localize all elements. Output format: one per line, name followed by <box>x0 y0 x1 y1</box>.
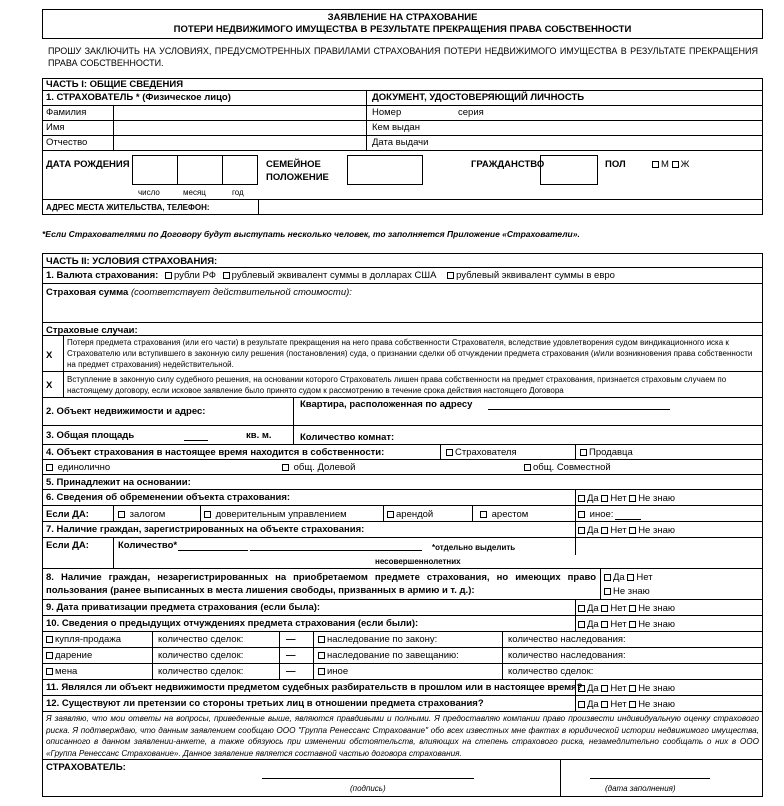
q3-label: 3. Общая площадь <box>46 430 135 441</box>
q7-yes-checkbox[interactable] <box>578 527 585 534</box>
q7-no-checkbox[interactable] <box>601 527 608 534</box>
q3-unit: кв. м. <box>246 430 272 441</box>
signature-caption: (подпись) <box>350 784 386 793</box>
q10-yes-checkbox[interactable] <box>578 621 585 628</box>
q4-shared-option[interactable]: общ. Долевой <box>282 462 355 473</box>
q6-dunno-checkbox[interactable] <box>629 495 636 502</box>
form-subtitle: ПОТЕРИ НЕДВИЖИМОГО ИМУЩЕСТВА В РЕЗУЛЬТАТЕ ПРЕКРАЩЕНИЯ ПРАВА СОБСТВЕННОСТИ <box>173 24 632 35</box>
q10-no-checkbox[interactable] <box>601 621 608 628</box>
q9-label: 9. Дата приватизации предмета страхования (если была): <box>46 602 321 613</box>
q6-no-checkbox[interactable] <box>601 495 608 502</box>
form-title: ЗАЯВЛЕНИЕ НА СТРАХОВАНИЕ <box>327 12 478 23</box>
q8-no-checkbox[interactable] <box>627 574 634 581</box>
q6-arrest-option[interactable]: арестом <box>480 509 528 520</box>
q4-joint-option[interactable]: общ. Совместной <box>524 462 611 473</box>
q10-sale-deals: количество сделок: <box>158 634 244 645</box>
q6-pledge-checkbox[interactable] <box>118 511 125 518</box>
q9-yes-checkbox[interactable] <box>578 605 585 612</box>
q10-gift-option[interactable]: дарение <box>46 650 92 661</box>
sex-label: ПОЛ <box>605 159 626 170</box>
part2-title: ЧАСТЬ II: УСЛОВИЯ СТРАХОВАНИЯ: <box>46 256 218 267</box>
address-label: АДРЕС МЕСТА ЖИТЕЛЬСТВА, ТЕЛЕФОН: <box>46 203 210 212</box>
year-caption: год <box>232 188 244 197</box>
q6-pledge-option[interactable]: залогом <box>118 509 165 520</box>
q10-sale-option[interactable]: купля-продажа <box>46 634 121 645</box>
q7-answers[interactable]: Да Нет Не знаю <box>578 525 675 536</box>
q10-gift-deals: количество сделок: <box>158 650 244 661</box>
q10-exchange-deals: количество сделок: <box>158 666 244 677</box>
doc-issue-date-label: Дата выдачи <box>372 137 429 148</box>
declaration-text: Я заявляю, что мои ответы на вопросы, приведенные выше, являются правдивыми и полными. Я предоставляю компании право произвести индивидуальную оценку страхового риска. Я подтверждаю, что данным заявлением сообщаю ООО "Группа Ренессанс Страхование" обо всех известных мне фактах в юридической истории недвижимого имущества, описанного в данном заявлении-анкете, а также обязуюсь при изменении обстоятельств, влияющих на степень страхового риска, незамедлительно сообщать о них в ООО «Группа Ренессанс Страхование». Данное заявление является составной частью договора страхования. <box>46 714 759 758</box>
q10-gift-checkbox[interactable] <box>46 652 53 659</box>
q10-exchange-option[interactable]: мена <box>46 666 77 677</box>
marital-label-2: ПОЛОЖЕНИЕ <box>266 172 329 183</box>
q11-yes-checkbox[interactable] <box>578 685 585 692</box>
q8-dunno-checkbox[interactable] <box>604 588 611 595</box>
q7-qty-label: Количество* <box>118 540 178 551</box>
q3-rooms-label: Количество комнат: <box>300 432 395 443</box>
q10-other-option[interactable]: иное <box>318 666 348 677</box>
q6-rent-option[interactable]: арендой <box>387 509 433 520</box>
case2-mark[interactable]: X <box>46 380 53 391</box>
case1-mark[interactable]: X <box>46 350 53 361</box>
patronymic-label: Отчество <box>46 137 88 148</box>
q6-arrest-checkbox[interactable] <box>480 511 487 518</box>
q4-insurer-checkbox[interactable] <box>446 449 453 456</box>
q6-answers[interactable]: Да Нет Не знаю <box>578 493 675 504</box>
marital-field[interactable] <box>347 155 423 185</box>
form-intro: ПРОШУ ЗАКЛЮЧИТЬ НА УСЛОВИЯХ, ПРЕДУСМОТРЕННЫХ ПРАВИЛАМИ СТРАХОВАНИЯ ПОТЕРИ НЕДВИЖИМОГО ИМУЩЕСТВА В РЕЗУЛЬТАТЕ ПРЕКРАЩЕНИЯ ПРАВА СОБСТВЕННОСТИ. <box>48 46 758 68</box>
part1-title: ЧАСТЬ I: ОБЩИЕ СВЕДЕНИЯ <box>46 79 184 90</box>
q10-exchange-checkbox[interactable] <box>46 668 53 675</box>
q12-label: 12. Существуют ли претензии со стороны третьих лиц в отношении предмета страхования? <box>46 698 484 709</box>
q8-label: 8. Наличие граждан, незарегистрированных на приобретаемом предмете страхования, но имеющих право пользования (ранее выписанных в места лишения свободы, призванных в армию и т. д.): <box>46 572 596 596</box>
q9-no-checkbox[interactable] <box>601 605 608 612</box>
q12-dunno-checkbox[interactable] <box>629 701 636 708</box>
insurer-label: 1. СТРАХОВАТЕЛЬ * (Физическое лицо) <box>46 92 231 103</box>
q11-label: 11. Являлся ли объект недвижимости предметом судебных разбирательств в прошлом или в настоящее время? <box>46 682 583 693</box>
q4-shared-checkbox[interactable] <box>282 464 289 471</box>
cases-label: Страховые случаи: <box>46 325 138 336</box>
q4-seller-option[interactable]: Продавца <box>580 447 633 458</box>
signature-line[interactable] <box>262 778 474 779</box>
q4-label: 4. Объект страхования в настоящее время находится в собственности: <box>46 447 385 458</box>
q6-label: 6. Сведения об обременении объекта страхования: <box>46 492 291 503</box>
q6-other-line[interactable] <box>615 519 641 520</box>
citizenship-label: ГРАЖДАНСТВО <box>471 159 545 170</box>
q7-qty-line-2[interactable] <box>250 550 422 551</box>
q6-yes-checkbox[interactable] <box>578 495 585 502</box>
q4-sole-option[interactable]: единолично <box>46 462 110 473</box>
cur-rub-checkbox[interactable] <box>165 272 172 279</box>
day-caption: число <box>138 188 160 197</box>
doc-series-label: серия <box>458 107 484 118</box>
male-checkbox[interactable] <box>652 161 659 168</box>
q10-exchange-dash[interactable]: — <box>286 666 296 677</box>
q12-no-checkbox[interactable] <box>601 701 608 708</box>
case1-text: Потеря предмета страхования (или его части) в результате прекращения на него права собственности Страхователя, вследствие удовлетворения судом виндикационного иска к Страхователю или вступившего в законную силу решения (постановления) суда, о признании сделки об отчуждении предмета страхования (и/или возникновения права собственности на предмет страхования) недействительной. <box>67 338 753 369</box>
q10-sale-dash[interactable]: — <box>286 634 296 645</box>
currency-row: 1. Валюта страхования: рубли РФ рублевый эквивалент суммы в долларах США рублевый эквивалент суммы в евро <box>46 270 615 281</box>
q6-trust-checkbox[interactable] <box>204 511 211 518</box>
q11-answers[interactable]: Да Нет Не знаю <box>578 683 675 694</box>
cur-eur-checkbox[interactable] <box>447 272 454 279</box>
q6-rent-checkbox[interactable] <box>387 511 394 518</box>
q10-inh-count-1: количество наследования: <box>508 634 626 645</box>
doc-number-label: Номер <box>372 107 402 118</box>
birth-date-label: ДАТА РОЖДЕНИЯ <box>46 159 130 170</box>
q10-inh-law-checkbox[interactable] <box>318 636 325 643</box>
month-caption: месяц <box>183 188 206 197</box>
marital-label-1: СЕМЕЙНОЕ <box>266 159 321 170</box>
q10-label: 10. Сведения о предыдущих отчуждениях предмета страхования (если были): <box>46 618 419 629</box>
sex-options[interactable]: М Ж <box>652 159 689 170</box>
q8-answers-1[interactable]: Да Нет <box>604 572 653 583</box>
fill-date-line[interactable] <box>590 778 710 779</box>
q4-sole-checkbox[interactable] <box>46 464 53 471</box>
case2-text: Вступление в законную силу судебного решения, на основании которого Страхователь лишен права собственности на предмет страхования, признается страховым случаем по настоящему договору, если исковое заявление было принято судом к рассмотрению в течение срока действия настоящего Договора <box>67 375 727 395</box>
doc-issued-by-label: Кем выдан <box>372 122 420 133</box>
q10-answers[interactable]: Да Нет Не знаю <box>578 619 675 630</box>
q6-other-checkbox[interactable] <box>578 511 585 518</box>
q10-inh-count-2: количество наследования: <box>508 650 626 661</box>
q10-dunno-checkbox[interactable] <box>629 621 636 628</box>
q12-yes-checkbox[interactable] <box>578 701 585 708</box>
q7-qty-line-1[interactable] <box>178 550 248 551</box>
q5-label: 5. Принадлежит на основании: <box>46 477 191 488</box>
birth-month-field[interactable] <box>177 155 223 185</box>
q11-dunno-checkbox[interactable] <box>629 685 636 692</box>
q4-insurer-option[interactable]: Страхователя <box>446 447 517 458</box>
q7-if-yes: Если ДА: <box>46 540 89 551</box>
cur-usd-checkbox[interactable] <box>223 272 230 279</box>
q10-inh-will-option[interactable]: наследование по завещанию: <box>318 650 459 661</box>
signer-label: СТРАХОВАТЕЛЬ: <box>46 762 126 773</box>
sum-label: Страховая сумма (соответствует действительной стоимости): <box>46 287 352 298</box>
q7-note-2: несовершеннолетних <box>375 557 461 566</box>
part1-footnote: *Если Страхователями по Договору будут выступать несколько человек, то заполняется Приложение «Страхователи». <box>42 229 580 239</box>
q10-gift-dash[interactable]: — <box>286 650 296 661</box>
fill-date-caption: (дата заполнения) <box>605 784 676 793</box>
q10-sale-checkbox[interactable] <box>46 636 53 643</box>
q10-inh-will-checkbox[interactable] <box>318 652 325 659</box>
birth-year-field[interactable] <box>222 155 258 185</box>
q7-note-1: *отдельно выделить <box>432 543 516 552</box>
surname-label: Фамилия <box>46 107 87 118</box>
q10-inh-law-option[interactable]: наследование по закону: <box>318 634 437 645</box>
doc-title: ДОКУМЕНТ, УДОСТОВЕРЯЮЩИЙ ЛИЧНОСТЬ <box>372 92 585 103</box>
q10-other-checkbox[interactable] <box>318 668 325 675</box>
female-checkbox[interactable] <box>672 161 679 168</box>
q8-answers-2[interactable]: Не знаю <box>604 586 650 597</box>
q11-no-checkbox[interactable] <box>601 685 608 692</box>
q6-other-option[interactable]: иное: <box>578 509 613 520</box>
q6-trust-option[interactable]: доверительным управлением <box>204 509 347 520</box>
q2-label: 2. Объект недвижимости и адрес: <box>46 406 206 417</box>
q4-joint-checkbox[interactable] <box>524 464 531 471</box>
q10-other-deals: количество сделок: <box>508 666 594 677</box>
q4-seller-checkbox[interactable] <box>580 449 587 456</box>
q3-area-line[interactable] <box>184 440 208 441</box>
q9-dunno-checkbox[interactable] <box>629 605 636 612</box>
q6-if-yes: Если ДА: <box>46 509 89 520</box>
birth-day-field[interactable] <box>132 155 178 185</box>
q9-answers[interactable]: Да Нет Не знаю <box>578 603 675 614</box>
q2-address-line[interactable] <box>488 409 670 410</box>
citizenship-field[interactable] <box>540 155 598 185</box>
q7-dunno-checkbox[interactable] <box>629 527 636 534</box>
q2-flat-label: Квартира, расположенная по адресу <box>300 399 473 410</box>
name-label: Имя <box>46 122 65 133</box>
q7-label: 7. Наличие граждан, зарегистрированных на объекте страхования: <box>46 524 365 535</box>
q12-answers[interactable]: Да Нет Не знаю <box>578 699 675 710</box>
q8-yes-checkbox[interactable] <box>604 574 611 581</box>
